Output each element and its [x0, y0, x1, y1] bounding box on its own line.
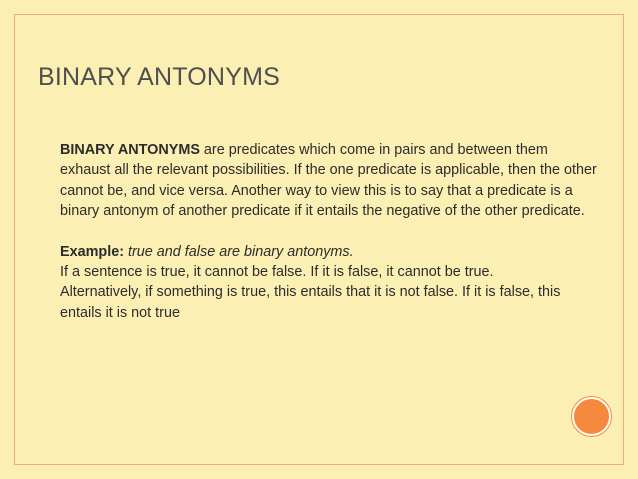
- example-line-1: If a sentence is true, it cannot be false. If it is false, it cannot be true.: [60, 264, 494, 281]
- example-paragraph: [60, 242, 600, 324]
- example-label: Example:: [60, 243, 124, 260]
- example-line-2: Alternatively, if something is true, this entails that it is not false. If it is false, this entails it is not true: [60, 284, 561, 321]
- slide-content: [60, 140, 600, 323]
- definition-text: are predicates which come in pairs and between them exhaust all the relevant possibilities. If the one predicate is applicable, then the other cannot be, and vice versa. Another way to view this is to say that a predicate is a binary antonym of another predicate if it entails the negative of the other predicate.: [60, 142, 597, 220]
- decorative-orange-circle: [572, 397, 611, 436]
- example-italic-text: true and false are binary antonyms.: [124, 243, 354, 260]
- slide-title: BINARY ANTONYMS: [38, 63, 280, 91]
- definition-term: BINARY ANTONYMS: [60, 142, 200, 158]
- definition-paragraph: [60, 140, 600, 222]
